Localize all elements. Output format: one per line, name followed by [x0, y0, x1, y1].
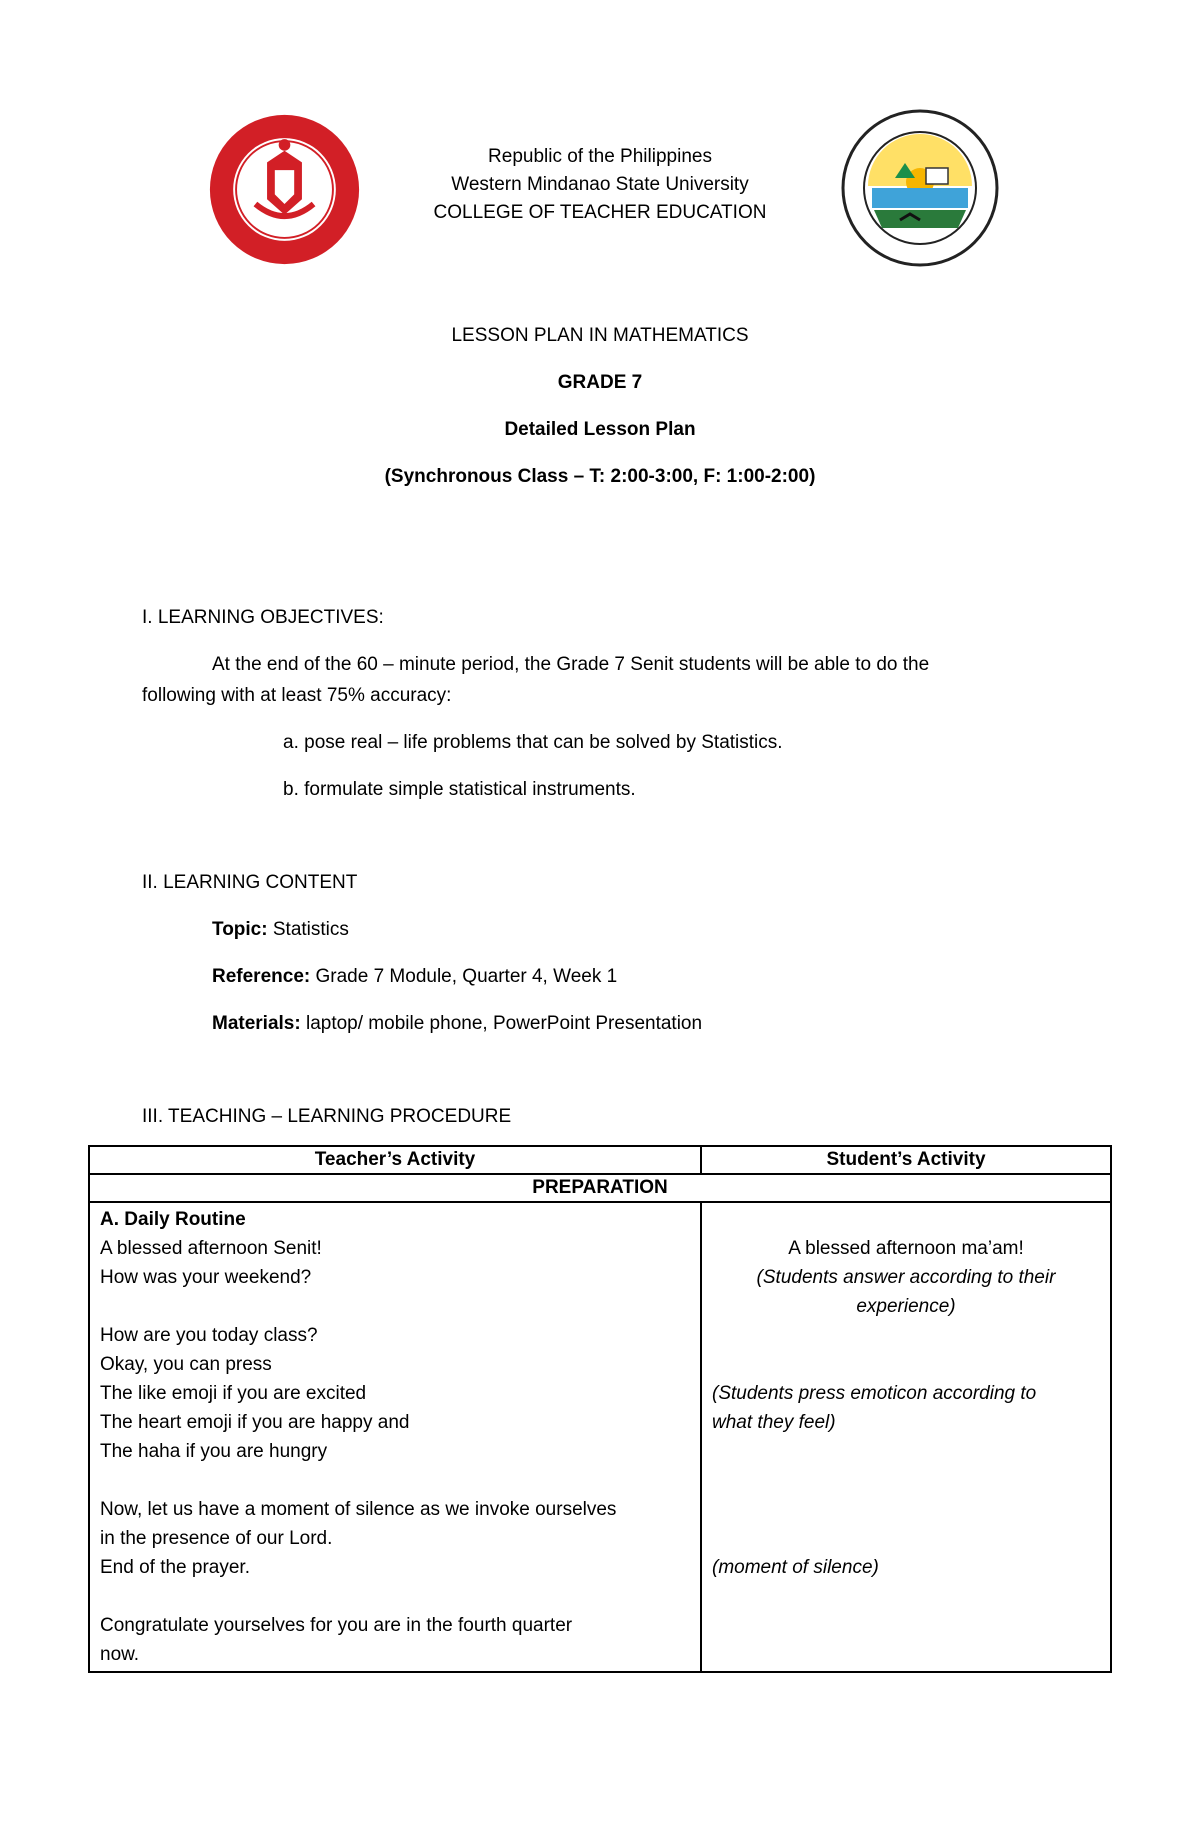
student-line: (Students answer according to their [756, 1267, 1056, 1288]
table-row [89, 1202, 1111, 1672]
header-university: Western Mindanao State University [451, 174, 749, 195]
teacher-line: Now, let us have a moment of silence as we invoke ourselves [100, 1499, 617, 1520]
objectives-intro-line1: At the end of the 60 – minute period, the Grade 7 Senit students will be able to do the [212, 654, 930, 675]
schedule-title: (Synchronous Class – T: 2:00-3:00, F: 1:00-2:00) [384, 466, 816, 487]
teacher-line: The heart emoji if you are happy and [100, 1412, 410, 1433]
reference-line [212, 966, 617, 988]
objectives-heading: I. LEARNING OBJECTIVES: [142, 607, 384, 628]
topic-label: Topic: [212, 919, 268, 940]
teacher-activity-cell [89, 1202, 701, 1672]
materials-value: laptop/ mobile phone, PowerPoint Presentation [300, 1013, 703, 1034]
teacher-line: The like emoji if you are excited [100, 1383, 367, 1404]
reference-value: Grade 7 Module, Quarter 4, Week 1 [310, 966, 618, 987]
content-heading: II. LEARNING CONTENT [142, 872, 358, 893]
title-block [300, 325, 900, 513]
header-college: COLLEGE OF TEACHER EDUCATION [433, 202, 767, 223]
teacher-line: Okay, you can press [100, 1354, 272, 1375]
teacher-line: How are you today class? [100, 1325, 318, 1346]
objective-item-b: b. formulate simple statistical instruments. [283, 779, 636, 800]
lesson-plan-title: LESSON PLAN IN MATHEMATICS [451, 325, 749, 346]
topic-line [212, 919, 349, 941]
topic-value: Statistics [267, 919, 349, 940]
teacher-line: A blessed afternoon Senit! [100, 1238, 322, 1259]
header-block [300, 143, 900, 227]
preparation-section-label: PREPARATION [89, 1174, 1111, 1202]
objective-item-a: a. pose real – life problems that can be solved by Statistics. [283, 732, 783, 753]
student-activity-cell [701, 1202, 1111, 1672]
student-line: experience) [856, 1296, 956, 1317]
daily-routine-subheading: A. Daily Routine [100, 1209, 246, 1230]
teacher-line: in the presence of our Lord. [100, 1528, 333, 1549]
student-line: (moment of silence) [712, 1557, 879, 1578]
teacher-column-header: Teacher’s Activity [89, 1146, 701, 1174]
objectives-intro-line2: following with at least 75% accuracy: [142, 685, 452, 706]
section-row [89, 1174, 1111, 1202]
table-header-row [89, 1146, 1111, 1174]
header-country: Republic of the Philippines [488, 146, 712, 167]
student-line: A blessed afternoon ma’am! [788, 1238, 1024, 1259]
materials-label: Materials: [212, 1013, 301, 1034]
teacher-line: Congratulate yourselves for you are in the fourth quarter [100, 1615, 573, 1636]
student-line: what they feel) [712, 1412, 836, 1433]
plan-type-title: Detailed Lesson Plan [504, 419, 696, 440]
procedure-heading: III. TEACHING – LEARNING PROCEDURE [142, 1106, 512, 1127]
reference-label: Reference: [212, 966, 311, 987]
materials-line [212, 1013, 702, 1035]
student-line: (Students press emoticon according to [712, 1383, 1037, 1404]
student-column-header: Student’s Activity [701, 1146, 1111, 1174]
teacher-line: now. [100, 1644, 140, 1665]
teacher-line: End of the prayer. [100, 1557, 250, 1578]
teacher-line: The haha if you are hungry [100, 1441, 328, 1462]
teacher-line: How was your weekend? [100, 1267, 312, 1288]
external-studies-seal-logo [840, 108, 1000, 268]
procedure-table [88, 1145, 1112, 1673]
grade-title: GRADE 7 [557, 372, 643, 393]
